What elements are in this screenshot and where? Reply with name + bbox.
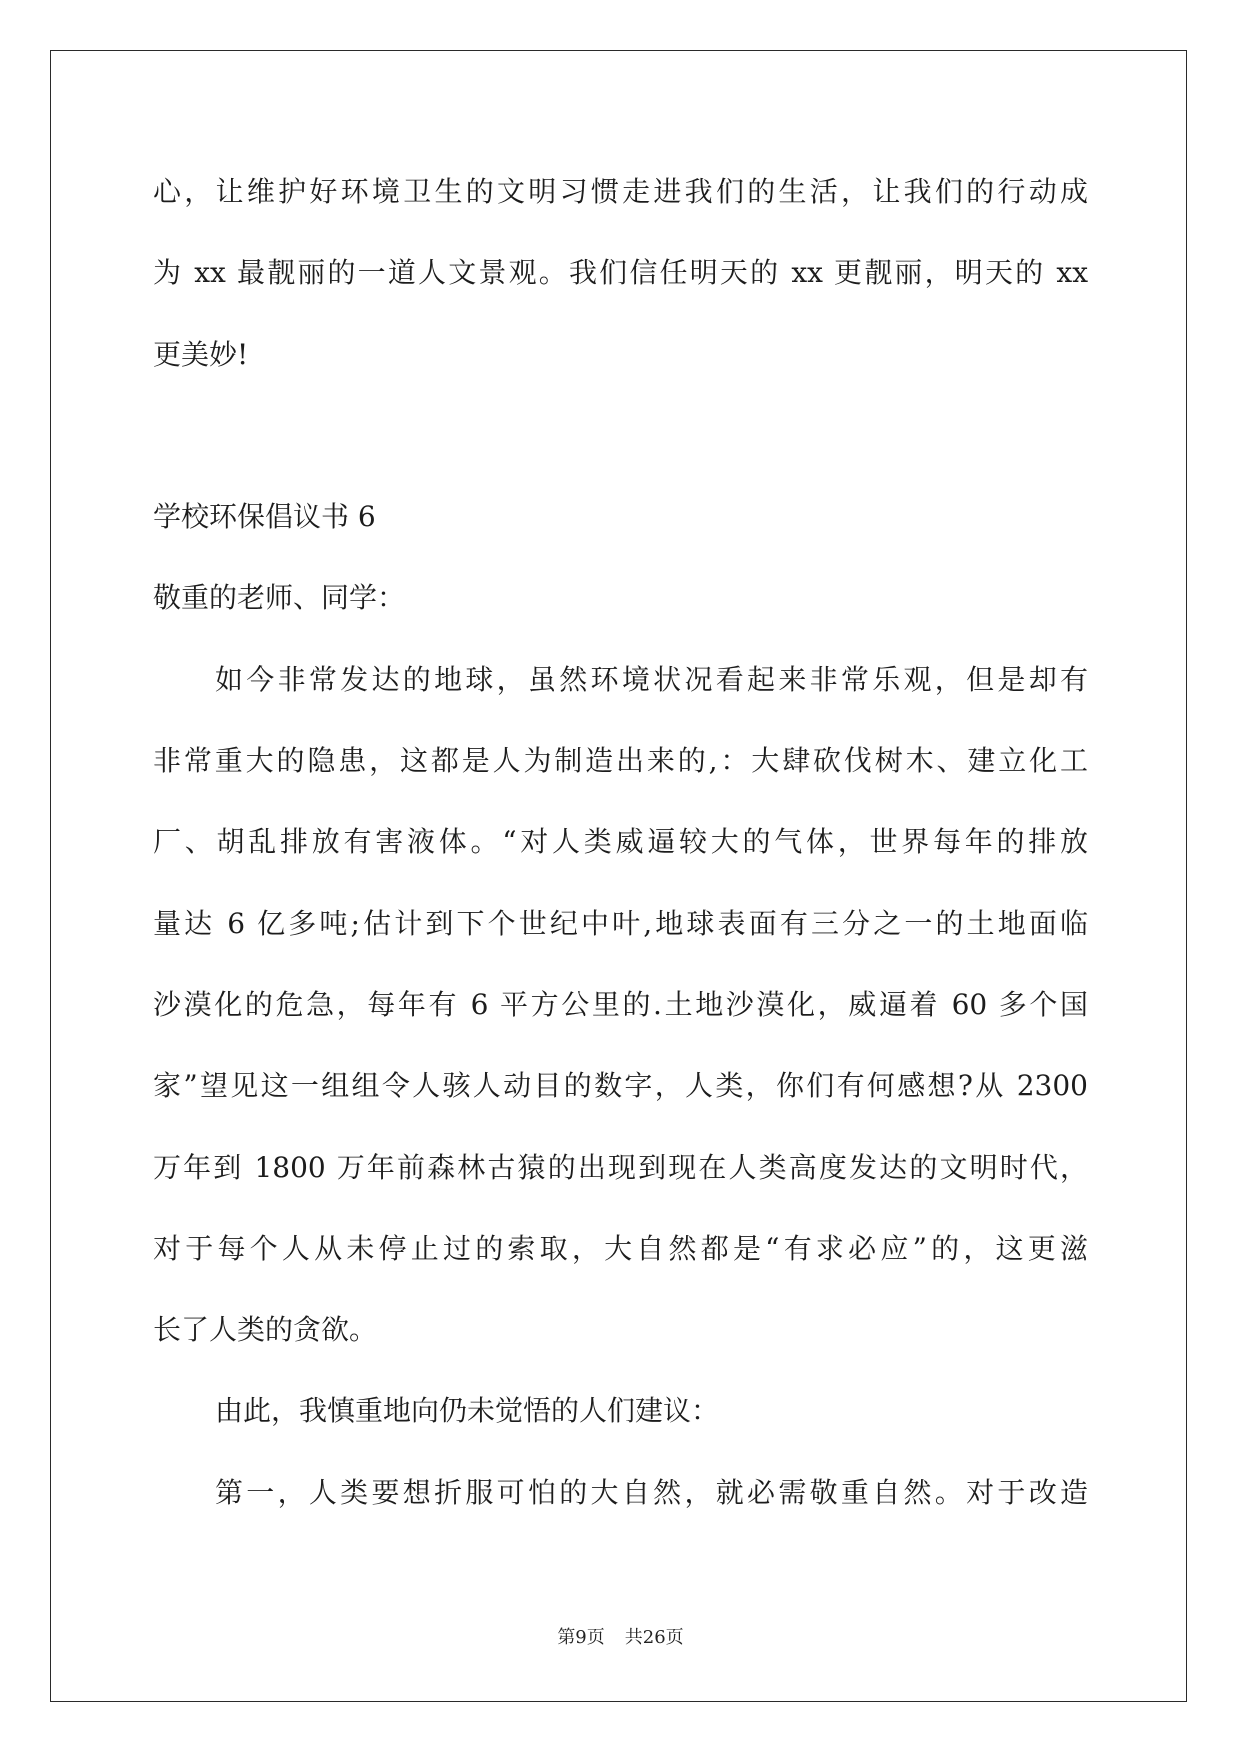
paragraph xyxy=(153,1370,1088,1451)
intro-paragraph xyxy=(153,151,1088,395)
text-line: 非常重大的隐患，这都是人为制造出来的,：大肆砍伐树木、建立化工 xyxy=(153,744,1088,778)
document-body xyxy=(153,151,1088,1533)
page-number: 第9页 xyxy=(557,1627,605,1648)
text-line: 更美妙! xyxy=(153,337,249,371)
text-line: 长了人类的贪欲。 xyxy=(153,1313,378,1347)
page-footer xyxy=(0,1626,1241,1650)
paragraph xyxy=(153,639,1088,1371)
text-line: 家”望见这一组组令人骇人动目的数字，人类，你们有何感想?从 2300 xyxy=(153,1069,1088,1103)
blank-line xyxy=(153,395,1088,476)
text-line: 对于每个人从未停止过的索取，大自然都是“有求必应”的，这更滋 xyxy=(153,1231,1088,1265)
salutation: 敬重的老师、同学： xyxy=(153,581,406,615)
text-line: 为 xx 最靓丽的一道人文景观。我们信任明天的 xx 更靓丽，明天的 xx xyxy=(153,256,1088,290)
text-line: 如今非常发达的地球，虽然环境状况看起来非常乐观，但是却有 xyxy=(215,662,1088,696)
text-line: 厂、胡乱排放有害液体。“对人类威逼较大的气体，世界每年的排放 xyxy=(153,825,1088,859)
text-line: 第一，人类要想折服可怕的大自然，就必需敬重自然。对于改造 xyxy=(215,1475,1088,1509)
text-line: 量达 6 亿多吨;估计到下个世纪中叶,地球表面有三分之一的土地面临 xyxy=(153,906,1088,940)
paragraph xyxy=(153,1452,1088,1533)
text-line: 沙漠化的危急，每年有 6 平方公里的.土地沙漠化，威逼着 60 多个国 xyxy=(153,987,1088,1021)
text-line: 万年到 1800 万年前森林古猿的出现到现在人类高度发达的文明时代， xyxy=(153,1150,1088,1184)
page-total: 共26页 xyxy=(624,1627,684,1648)
text-line: 由此，我慎重地向仍未觉悟的人们建议： xyxy=(215,1394,720,1428)
section-title: 学校环保倡议书 6 xyxy=(153,500,376,534)
text-line: 心，让维护好环境卫生的文明习惯走进我们的生活，让我们的行动成 xyxy=(153,175,1088,208)
